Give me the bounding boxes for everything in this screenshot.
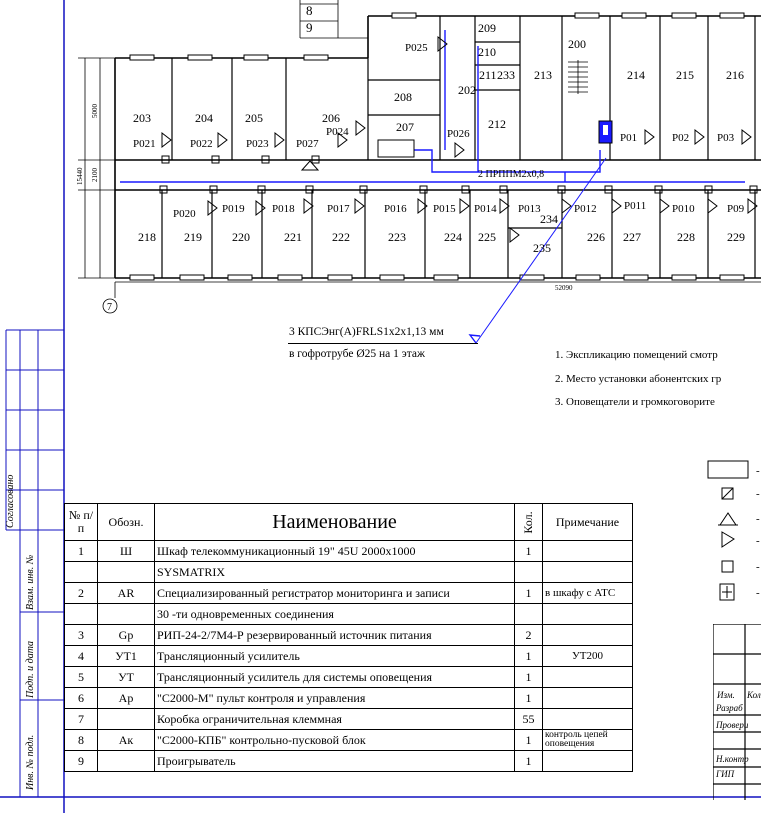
- cell-code: УТ1: [98, 646, 155, 667]
- room-number: 205: [245, 111, 263, 125]
- table-row: [65, 562, 633, 583]
- legend-square-icon: [722, 561, 733, 572]
- speaker-icon: [275, 133, 284, 147]
- room-number: 220: [232, 230, 250, 244]
- speaker-label: Р09: [727, 203, 745, 215]
- room-number: 206: [322, 111, 340, 125]
- table-row: [65, 667, 633, 688]
- cell-code: Ар: [98, 688, 155, 709]
- cell-num: 5: [65, 667, 98, 688]
- col-qty: Кол.: [515, 504, 543, 541]
- cell-note: [543, 562, 633, 583]
- room-number: 234: [540, 212, 558, 226]
- legend-speaker-icon: [722, 532, 734, 547]
- dimension-label: 5000: [91, 104, 99, 118]
- speaker-label: Р022: [190, 138, 213, 150]
- table-row: [65, 604, 633, 625]
- cell-code: [98, 604, 155, 625]
- speaker-label: Р017: [327, 203, 350, 215]
- cell-note: [543, 625, 633, 646]
- cell-qty: 1: [515, 667, 543, 688]
- col-name: Наименование: [155, 504, 515, 541]
- svg-text:-: -: [756, 488, 760, 500]
- room-number: 208: [394, 90, 412, 104]
- table-row: [65, 709, 633, 730]
- cell-name: Трансляционный усилитель: [155, 646, 515, 667]
- tb-check: Провери: [716, 720, 749, 730]
- cell-note: [543, 709, 633, 730]
- cell-name: Трансляционный усилитель для системы оповещения: [155, 667, 515, 688]
- stamp-replace: Взам. инв. №: [25, 554, 36, 610]
- cell-num: 2: [65, 583, 98, 604]
- speaker-icon: [708, 199, 717, 213]
- cell-qty: [515, 562, 543, 583]
- speaker-icon: [460, 199, 469, 213]
- stamp-agreed: Согласовано: [5, 474, 16, 528]
- horn-icon: [302, 161, 318, 170]
- corridor-cable-label: 2 ПРППМ2x0,8: [478, 169, 545, 180]
- speaker-icon: [645, 130, 654, 144]
- tb-qty: Кол: [747, 690, 761, 700]
- room-number: 213: [534, 68, 552, 82]
- speaker-label: Р024: [326, 126, 349, 138]
- speaker-icon: [218, 133, 227, 147]
- table-row: [65, 688, 633, 709]
- top-box-label-9: 9: [306, 20, 313, 35]
- room-number: 216: [726, 68, 744, 82]
- speaker-icon: [256, 201, 265, 215]
- speaker-label: Р012: [574, 203, 597, 215]
- tb-gip: ГИП: [716, 769, 735, 779]
- room-number: 215: [676, 68, 694, 82]
- room-number: 202: [458, 83, 476, 97]
- speaker-icon: [355, 199, 364, 213]
- cell-num: 7: [65, 709, 98, 730]
- speaker-label: Р019: [222, 203, 245, 215]
- room-number: 224: [444, 230, 462, 244]
- cell-note: в шкафу с АТС: [543, 583, 633, 604]
- table-row: [65, 625, 633, 646]
- speaker-label: Р018: [272, 203, 295, 215]
- cell-qty: 1: [515, 688, 543, 709]
- room-number: 227: [623, 230, 641, 244]
- dimension-label: 15440: [76, 167, 84, 185]
- room-number: 228: [677, 230, 695, 244]
- speaker-icon: [612, 199, 621, 213]
- speaker-label: Р026: [447, 128, 470, 140]
- cell-qty: [515, 604, 543, 625]
- cell-code: Ш: [98, 541, 155, 562]
- speaker-icon: [742, 130, 751, 144]
- speaker-icon: [562, 199, 571, 213]
- stamp-orig: Инв. № подл.: [25, 734, 36, 790]
- room-number: 223: [388, 230, 406, 244]
- svg-text:-: -: [756, 465, 760, 477]
- speaker-label: Р01: [620, 132, 638, 144]
- cell-code: Ак: [98, 730, 155, 751]
- speaker-label: Р03: [717, 132, 735, 144]
- speaker-label: Р014: [474, 203, 497, 215]
- room-number: 218: [138, 230, 156, 244]
- specification-table: [64, 503, 633, 772]
- cell-num: 3: [65, 625, 98, 646]
- room-number: 212: [488, 117, 506, 131]
- cell-num: 9: [65, 751, 98, 772]
- room-number: 233: [497, 68, 515, 82]
- table-row: [65, 751, 633, 772]
- speaker-icon: [748, 199, 757, 213]
- legend-rect-icon: [708, 461, 748, 478]
- cell-code: Gp: [98, 625, 155, 646]
- legend: [700, 455, 761, 605]
- cell-num: 4: [65, 646, 98, 667]
- cell-name: Проигрыватель: [155, 751, 515, 772]
- cell-qty: 55: [515, 709, 543, 730]
- speaker-icon: [455, 143, 464, 157]
- speaker-label: Р02: [672, 132, 690, 144]
- speaker-label: Р021: [133, 138, 156, 150]
- axis-label: 7: [107, 302, 112, 313]
- svg-text:-: -: [756, 561, 760, 573]
- cell-note: [543, 688, 633, 709]
- speaker-icon: [510, 228, 519, 242]
- cell-name: Специализированный регистратор мониторинга и записи: [155, 583, 515, 604]
- tb-change: Изм.: [717, 690, 735, 700]
- cell-num: [65, 604, 98, 625]
- cell-name: "С2000-КПБ" контрольно-пусковой блок: [155, 730, 515, 751]
- room-number: 221: [284, 230, 302, 244]
- cable-spec-line2: в гофротрубе Ø25 на 1 этаж: [289, 348, 425, 360]
- note-2: 2. Место установки абонентских гр: [555, 373, 722, 385]
- cell-name: 30 -ти одновременных соединения: [155, 604, 515, 625]
- cable-spec-line1: 3 КПСЭнг(А)FRLS1x2x1,13 мм: [289, 326, 444, 338]
- speaker-icon: [660, 199, 669, 213]
- cell-note: контроль цепей оповещения: [543, 730, 633, 751]
- cell-qty: 1: [515, 541, 543, 562]
- col-code: Обозн.: [98, 504, 155, 541]
- room-number: 222: [332, 230, 350, 244]
- cell-code: AR: [98, 583, 155, 604]
- speaker-label: Р023: [246, 138, 269, 150]
- cell-code: УТ: [98, 667, 155, 688]
- speaker-label: Р015: [433, 203, 456, 215]
- speaker-label: Р027: [296, 138, 319, 150]
- col-note: Примечание: [543, 504, 633, 541]
- table-row: [65, 583, 633, 604]
- cell-qty: 1: [515, 751, 543, 772]
- speaker-label: Р016: [384, 203, 407, 215]
- svg-text:-: -: [756, 587, 760, 599]
- cell-note: [543, 604, 633, 625]
- room-number: 211: [479, 68, 497, 82]
- cell-name: Коробка ограничительная клеммная: [155, 709, 515, 730]
- room-number: 226: [587, 230, 605, 244]
- stamp-sign: Подп. и дата: [25, 640, 36, 698]
- note-1: 1. Экспликацию помещений смотр: [555, 349, 718, 361]
- cell-name: SYSMATRIX: [155, 562, 515, 583]
- speaker-icon: [356, 121, 365, 135]
- speaker-label: Р013: [518, 203, 541, 215]
- cell-num: 1: [65, 541, 98, 562]
- speaker-label: Р025: [405, 42, 428, 54]
- dimension-label: 2100: [91, 168, 99, 182]
- svg-text:-: -: [756, 535, 760, 547]
- tb-dev: Разраб: [716, 703, 743, 713]
- room-number: 209: [478, 21, 496, 35]
- room-number: 210: [478, 45, 496, 59]
- cell-name: РИП-24-2/7М4-Р резервированный источник питания: [155, 625, 515, 646]
- speaker-icon: [418, 199, 427, 213]
- top-box-label-8: 8: [306, 3, 313, 18]
- cell-qty: 2: [515, 625, 543, 646]
- cell-qty: 1: [515, 583, 543, 604]
- note-3: 3. Оповещатели и громкоговорите: [555, 396, 715, 408]
- room-number: 219: [184, 230, 202, 244]
- cell-name: "С2000-М" пульт контроля и управления: [155, 688, 515, 709]
- table-row: [65, 541, 633, 562]
- speaker-icon: [695, 130, 704, 144]
- cell-note: [543, 751, 633, 772]
- cell-qty: 1: [515, 646, 543, 667]
- cell-note: [543, 541, 633, 562]
- cell-code: [98, 562, 155, 583]
- table-row: [65, 646, 633, 667]
- room-number: 207: [396, 120, 414, 134]
- cell-note: УТ200: [543, 646, 633, 667]
- room-number: 200: [568, 37, 586, 51]
- legend-horn-icon: [720, 513, 736, 525]
- speaker-label: Р020: [173, 208, 196, 220]
- cell-note: [543, 667, 633, 688]
- cell-code: [98, 709, 155, 730]
- speaker-icon: [162, 133, 171, 147]
- room-number: 229: [727, 230, 745, 244]
- col-num: № п/п: [65, 504, 98, 541]
- speaker-label: Р010: [672, 203, 695, 215]
- svg-text:-: -: [756, 513, 760, 525]
- tb-ncontrol: Н.контр: [716, 754, 749, 764]
- cell-num: [65, 562, 98, 583]
- room-number: 214: [627, 68, 645, 82]
- cell-code: [98, 751, 155, 772]
- room-number: 235: [533, 241, 551, 255]
- room-number: 204: [195, 111, 213, 125]
- table-header-row: [65, 504, 633, 541]
- cell-num: 8: [65, 730, 98, 751]
- cell-qty: 1: [515, 730, 543, 751]
- cell-num: 6: [65, 688, 98, 709]
- cable-spec-underline: [288, 343, 478, 344]
- room-number: 203: [133, 111, 151, 125]
- dimension-label: 52090: [555, 284, 573, 292]
- room-number: 225: [478, 230, 496, 244]
- cell-name: Шкаф телекоммуникационный 19" 45U 2000x1000: [155, 541, 515, 562]
- speaker-label: Р011: [624, 200, 647, 212]
- table-row: [65, 730, 633, 751]
